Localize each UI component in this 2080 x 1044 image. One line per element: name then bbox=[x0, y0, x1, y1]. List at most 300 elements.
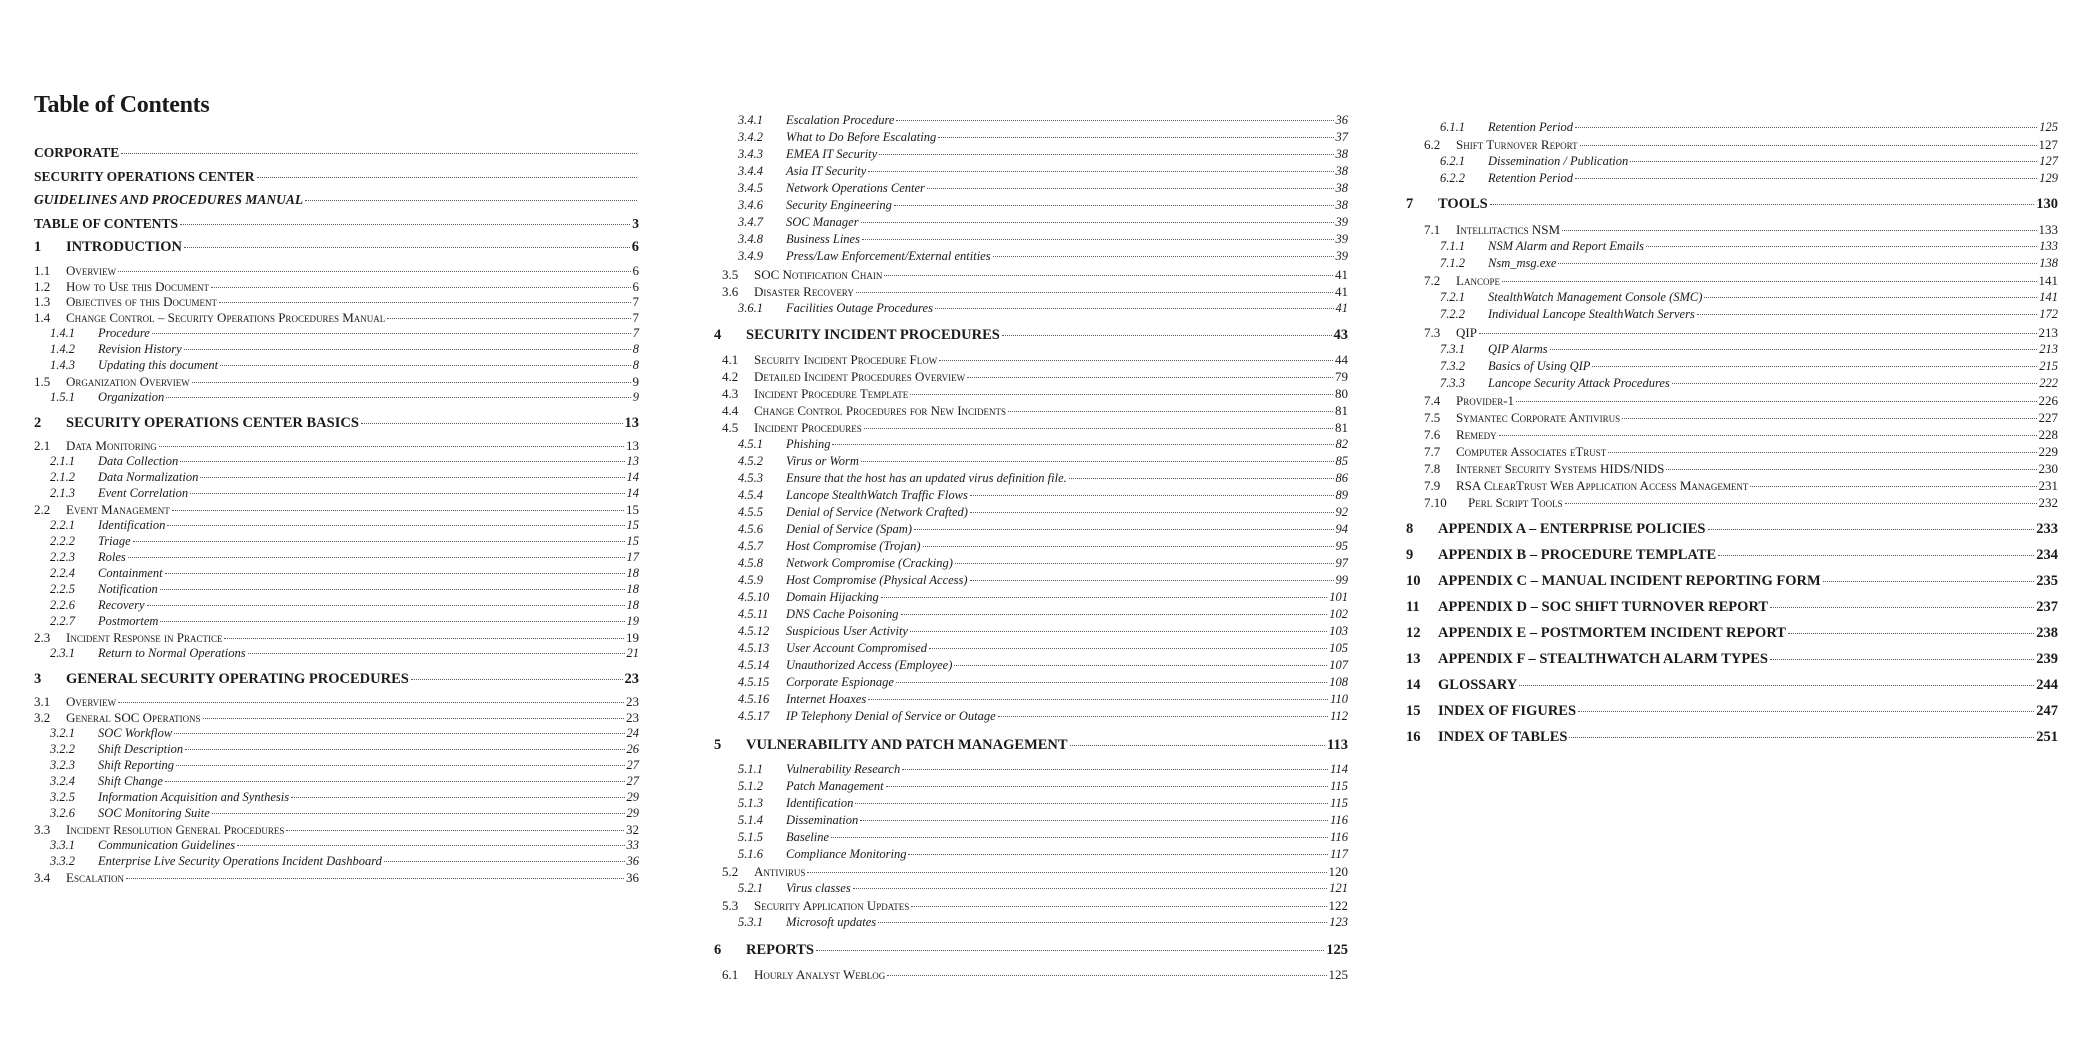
toc-entry-title: SOC Notification Chain bbox=[754, 267, 883, 282]
toc-entry[interactable] bbox=[1400, 155, 2058, 168]
toc-entry[interactable] bbox=[714, 659, 1348, 672]
toc-entry-number: 4.5.8 bbox=[738, 556, 763, 570]
toc-entry[interactable] bbox=[714, 780, 1348, 793]
dot-leader bbox=[970, 580, 1334, 581]
toc-entry-page: 27 bbox=[626, 758, 639, 772]
toc-entry[interactable] bbox=[34, 871, 639, 884]
toc-entry[interactable] bbox=[714, 642, 1348, 655]
toc-entry-number: 7.2.2 bbox=[1440, 307, 1465, 321]
toc-entry[interactable] bbox=[34, 695, 639, 708]
toc-entry-title: NSM Alarm and Report Emails bbox=[1488, 239, 1645, 253]
toc-entry[interactable] bbox=[714, 591, 1348, 604]
dot-leader bbox=[910, 631, 1327, 632]
toc-entry-title: CORPORATE bbox=[34, 145, 120, 160]
toc-entry[interactable] bbox=[34, 280, 639, 293]
toc-entry-title: APPENDIX C – MANUAL INCIDENT REPORTING FORM bbox=[1438, 573, 1821, 589]
toc-entry[interactable] bbox=[34, 791, 639, 804]
toc-entry-title: Provider-1 bbox=[1456, 393, 1515, 408]
dot-leader bbox=[967, 377, 1333, 378]
toc-entry-number: 3.4.6 bbox=[738, 198, 763, 212]
toc-entry-number: 2.2.7 bbox=[50, 614, 75, 628]
toc-entry[interactable] bbox=[714, 968, 1348, 981]
toc-entry[interactable] bbox=[34, 759, 639, 772]
toc-entry[interactable] bbox=[714, 557, 1348, 570]
toc-entry-title: Security Application Updates bbox=[754, 898, 910, 913]
dot-leader bbox=[832, 444, 1333, 445]
toc-entry[interactable] bbox=[1400, 223, 2058, 236]
toc-entry-number: 2.2.3 bbox=[50, 550, 75, 564]
toc-entry[interactable] bbox=[34, 672, 639, 687]
toc-entry-number: 1.2 bbox=[34, 279, 51, 294]
toc-entry[interactable] bbox=[714, 233, 1348, 246]
dot-leader bbox=[1580, 145, 2037, 146]
toc-entry-page: 235 bbox=[2036, 573, 2058, 589]
dot-leader bbox=[954, 665, 1327, 666]
toc-entry[interactable] bbox=[714, 455, 1348, 468]
toc-entry[interactable] bbox=[1400, 343, 2058, 356]
dot-leader bbox=[1788, 633, 2034, 634]
toc-entry[interactable] bbox=[714, 148, 1348, 161]
toc-entry-page: 21 bbox=[626, 646, 639, 660]
toc-entry[interactable] bbox=[1400, 626, 2058, 641]
toc-entry-title: SOC Monitoring Suite bbox=[98, 806, 210, 820]
toc-entry[interactable] bbox=[34, 455, 639, 468]
toc-entry[interactable] bbox=[34, 631, 639, 644]
dot-leader bbox=[165, 781, 625, 782]
toc-entry-number: 5.3 bbox=[722, 898, 739, 913]
toc-entry-page: 6 bbox=[632, 263, 639, 278]
dot-leader bbox=[861, 461, 1334, 462]
toc-entry-title: Virus or Worm bbox=[786, 454, 859, 468]
toc-entry-page: 43 bbox=[1333, 327, 1348, 343]
toc-entry-number: 3.2.5 bbox=[50, 790, 75, 804]
toc-entry-page: 18 bbox=[626, 582, 639, 596]
toc-entry-title: Disaster Recovery bbox=[754, 284, 854, 299]
dot-leader bbox=[1592, 366, 2037, 367]
toc-entry-number: 4.5.15 bbox=[738, 675, 770, 689]
toc-entry-page: 244 bbox=[2036, 677, 2058, 693]
toc-entry[interactable] bbox=[714, 421, 1348, 434]
toc-entry-title: Retention Period bbox=[1488, 120, 1574, 134]
toc-entry-number: 11 bbox=[1406, 599, 1420, 615]
toc-entry[interactable] bbox=[714, 285, 1348, 298]
dot-leader bbox=[1608, 452, 2036, 453]
dot-leader bbox=[147, 605, 625, 606]
toc-entry[interactable] bbox=[714, 738, 1348, 753]
toc-entry[interactable] bbox=[1400, 291, 2058, 304]
toc-entry[interactable] bbox=[34, 217, 639, 231]
toc-entry[interactable] bbox=[34, 416, 639, 431]
toc-entry-number: 4.5.10 bbox=[738, 590, 770, 604]
toc-entry-number: 7.1.1 bbox=[1440, 239, 1465, 253]
toc-entry-title: Data Collection bbox=[98, 454, 179, 468]
dot-leader bbox=[1672, 383, 2037, 384]
toc-entry-page: 23 bbox=[626, 710, 639, 725]
toc-entry-number: 16 bbox=[1406, 729, 1421, 745]
toc-entry-title: SECURITY OPERATIONS CENTER bbox=[34, 169, 255, 184]
dot-leader bbox=[1666, 469, 2036, 470]
toc-entry-number: 3.3.2 bbox=[50, 854, 75, 868]
dot-leader bbox=[884, 275, 1333, 276]
toc-entry-number: 3.4.3 bbox=[738, 147, 763, 161]
toc-entry[interactable] bbox=[1400, 428, 2058, 441]
toc-entry-page: 23 bbox=[626, 694, 639, 709]
toc-entry[interactable] bbox=[34, 727, 639, 740]
toc-entry-number: 3.3 bbox=[34, 822, 51, 837]
dot-leader bbox=[902, 769, 1328, 770]
dot-leader bbox=[938, 137, 1333, 138]
toc-entry[interactable] bbox=[714, 943, 1348, 958]
toc-entry-title: Incident Response in Practice bbox=[66, 630, 223, 645]
dot-leader bbox=[1697, 314, 2037, 315]
toc-entry[interactable] bbox=[714, 814, 1348, 827]
dot-leader bbox=[881, 597, 1328, 598]
toc-entry[interactable] bbox=[714, 693, 1348, 706]
toc-entry[interactable] bbox=[34, 535, 639, 548]
toc-entry-page: 133 bbox=[2038, 222, 2058, 237]
toc-entry[interactable] bbox=[34, 193, 639, 207]
toc-entry-title: Denial of Service (Spam) bbox=[786, 522, 913, 536]
toc-entry[interactable] bbox=[34, 327, 639, 340]
toc-entry-title: Basics of Using QIP bbox=[1488, 359, 1591, 373]
toc-entry-number: 7.4 bbox=[1424, 393, 1441, 408]
toc-entry-page: 36 bbox=[626, 870, 639, 885]
dot-leader bbox=[219, 302, 630, 303]
toc-entry-number: 3.2.4 bbox=[50, 774, 75, 788]
dot-leader bbox=[1002, 335, 1332, 336]
toc-entry[interactable] bbox=[714, 882, 1348, 895]
toc-entry-page: 38 bbox=[1335, 164, 1348, 178]
toc-entry[interactable] bbox=[714, 916, 1348, 929]
dot-leader bbox=[856, 292, 1333, 293]
dot-leader bbox=[1718, 555, 2034, 556]
toc-entry-title: Compliance Monitoring bbox=[786, 847, 907, 861]
toc-entry-number: 4.5.11 bbox=[738, 607, 769, 621]
toc-entry[interactable] bbox=[34, 743, 639, 756]
dot-leader bbox=[896, 682, 1327, 683]
toc-entry[interactable] bbox=[34, 839, 639, 852]
toc-entry-title: Denial of Service (Network Crafted) bbox=[786, 505, 968, 519]
toc-entry[interactable] bbox=[34, 170, 639, 184]
toc-entry-page: 38 bbox=[1335, 147, 1348, 161]
toc-entry[interactable] bbox=[714, 763, 1348, 776]
toc-entry-page: 8 bbox=[632, 342, 639, 356]
toc-entry[interactable] bbox=[34, 487, 639, 500]
toc-entry-number: 1.4.3 bbox=[50, 358, 75, 372]
toc-entry[interactable] bbox=[1400, 496, 2058, 509]
toc-entry[interactable] bbox=[714, 199, 1348, 212]
toc-entry[interactable] bbox=[1400, 257, 2058, 270]
toc-entry-number: 3.5 bbox=[722, 267, 739, 282]
toc-entry-page: 41 bbox=[1335, 284, 1348, 299]
dot-leader bbox=[970, 512, 1334, 513]
toc-entry-page: 6 bbox=[632, 279, 639, 294]
toc-entry-number: 4.5.12 bbox=[738, 624, 770, 638]
toc-entry-number: 8 bbox=[1406, 521, 1414, 537]
toc-entry[interactable] bbox=[1400, 522, 2058, 537]
dot-leader bbox=[998, 716, 1328, 717]
toc-entry[interactable] bbox=[714, 268, 1348, 281]
toc-entry[interactable] bbox=[1400, 704, 2058, 719]
dot-leader bbox=[1770, 607, 2034, 608]
dot-leader bbox=[1750, 486, 2036, 487]
toc-entry[interactable] bbox=[1400, 730, 2058, 745]
toc-entry-title: Data Monitoring bbox=[66, 438, 157, 453]
toc-entry[interactable] bbox=[1400, 121, 2058, 134]
dot-leader bbox=[1562, 230, 2036, 231]
toc-entry-number: 4.3 bbox=[722, 386, 739, 401]
toc-entry-title: Security Incident Procedure Flow bbox=[754, 352, 938, 367]
toc-entry-page: 114 bbox=[1330, 762, 1348, 776]
toc-entry[interactable] bbox=[1400, 652, 2058, 667]
toc-entry[interactable] bbox=[1400, 462, 2058, 475]
toc-entry-title: Communication Guidelines bbox=[98, 838, 236, 852]
toc-entry[interactable] bbox=[714, 114, 1348, 127]
toc-entry-number: 1 bbox=[34, 239, 42, 255]
dot-leader bbox=[1704, 297, 2037, 298]
toc-entry-number: 4.5.4 bbox=[738, 488, 763, 502]
toc-entry-number: 1.4.1 bbox=[50, 326, 75, 340]
toc-entry-page: 86 bbox=[1335, 471, 1348, 485]
toc-entry-number: 6.2.2 bbox=[1440, 171, 1465, 185]
toc-entry[interactable] bbox=[34, 240, 639, 255]
toc-entry-number: 12 bbox=[1406, 625, 1421, 641]
dot-leader bbox=[286, 830, 624, 831]
toc-entry-number: 4.5.13 bbox=[738, 641, 770, 655]
toc-entry-number: 2 bbox=[34, 415, 42, 431]
toc-entry[interactable] bbox=[34, 567, 639, 580]
toc-entry[interactable] bbox=[714, 370, 1348, 383]
toc-entry[interactable] bbox=[34, 311, 639, 324]
toc-entry-page: 215 bbox=[2039, 359, 2058, 373]
dot-leader bbox=[894, 205, 1334, 206]
toc-entry-title: TOOLS bbox=[1438, 196, 1488, 212]
toc-entry[interactable] bbox=[714, 710, 1348, 723]
toc-entry[interactable] bbox=[34, 439, 639, 452]
toc-entry-title: User Account Compromised bbox=[786, 641, 927, 655]
toc-entry-number: 3.4 bbox=[34, 870, 51, 885]
toc-entry[interactable] bbox=[714, 165, 1348, 178]
dot-leader bbox=[180, 461, 624, 462]
toc-entry-number: 2.3.1 bbox=[50, 646, 75, 660]
toc-entry-title: Shift Reporting bbox=[98, 758, 175, 772]
toc-entry[interactable] bbox=[34, 775, 639, 788]
toc-entry[interactable] bbox=[714, 387, 1348, 400]
toc-entry-page: 116 bbox=[1330, 813, 1348, 827]
toc-entry-number: 1.5.1 bbox=[50, 390, 75, 404]
toc-entry[interactable] bbox=[714, 438, 1348, 451]
toc-entry[interactable] bbox=[34, 146, 639, 160]
toc-entry[interactable] bbox=[714, 404, 1348, 417]
toc-entry[interactable] bbox=[714, 353, 1348, 366]
toc-entry[interactable] bbox=[34, 471, 639, 484]
toc-entry-number: 15 bbox=[1406, 703, 1421, 719]
toc-entry-title: Network Operations Center bbox=[786, 181, 925, 195]
toc-entry[interactable] bbox=[34, 615, 639, 628]
toc-entry[interactable] bbox=[714, 625, 1348, 638]
toc-entry-page: 15 bbox=[626, 534, 639, 548]
toc-entry-number: 1.3 bbox=[34, 294, 51, 309]
toc-entry[interactable] bbox=[34, 551, 639, 564]
toc-entry[interactable] bbox=[1400, 411, 2058, 424]
toc-entry-title: Roles bbox=[98, 550, 126, 564]
toc-entry[interactable] bbox=[714, 131, 1348, 144]
toc-entry-number: 4.5.2 bbox=[738, 454, 763, 468]
toc-entry[interactable] bbox=[34, 807, 639, 820]
toc-entry[interactable] bbox=[34, 343, 639, 356]
toc-entry-page: 33 bbox=[626, 838, 639, 852]
toc-entry-page: 9 bbox=[632, 374, 639, 389]
dot-leader bbox=[192, 382, 631, 383]
toc-entry[interactable] bbox=[714, 899, 1348, 912]
dot-leader bbox=[248, 653, 625, 654]
dot-leader bbox=[159, 446, 624, 447]
dot-leader bbox=[929, 648, 1327, 649]
toc-entry[interactable] bbox=[34, 519, 639, 532]
toc-entry-page: 9 bbox=[632, 390, 639, 404]
dot-leader bbox=[185, 749, 624, 750]
toc-entry-page: 89 bbox=[1335, 488, 1348, 502]
toc-entry-title: Network Compromise (Cracking) bbox=[786, 556, 953, 570]
toc-entry-page: 234 bbox=[2036, 547, 2058, 563]
toc-entry-page: 27 bbox=[626, 774, 639, 788]
toc-entry-title: SOC Workflow bbox=[98, 726, 173, 740]
toc-entry[interactable] bbox=[714, 865, 1348, 878]
toc-entry[interactable] bbox=[34, 647, 639, 660]
toc-entry[interactable] bbox=[34, 711, 639, 724]
toc-entry[interactable] bbox=[714, 489, 1348, 502]
toc-entry-title: Nsm_msg.exe bbox=[1488, 256, 1557, 270]
dot-leader bbox=[1575, 178, 2037, 179]
toc-entry-page: 121 bbox=[1329, 881, 1348, 895]
toc-entry-title: Suspicious User Activity bbox=[786, 624, 908, 638]
toc-entry[interactable] bbox=[1400, 600, 2058, 615]
toc-entry-number: 4.2 bbox=[722, 369, 739, 384]
toc-entry[interactable] bbox=[34, 359, 639, 372]
toc-entry-title: Lancope StealthWatch Traffic Flows bbox=[786, 488, 968, 502]
toc-entry[interactable] bbox=[714, 608, 1348, 621]
toc-entry[interactable] bbox=[714, 250, 1348, 263]
toc-entry-number: 7.5 bbox=[1424, 410, 1441, 425]
toc-entry[interactable] bbox=[1400, 308, 2058, 321]
toc-entry-number: 6.2.1 bbox=[1440, 154, 1465, 168]
toc-entry[interactable] bbox=[1400, 138, 2058, 151]
toc-entry-title: Triage bbox=[98, 534, 131, 548]
toc-entry[interactable] bbox=[714, 831, 1348, 844]
toc-entry-title: Perl Script Tools bbox=[1468, 495, 1563, 510]
dot-leader bbox=[118, 271, 630, 272]
toc-entry[interactable] bbox=[34, 375, 639, 388]
toc-entry[interactable] bbox=[714, 472, 1348, 485]
toc-entry[interactable] bbox=[714, 574, 1348, 587]
toc-entry[interactable] bbox=[34, 264, 639, 277]
toc-entry[interactable] bbox=[1400, 172, 2058, 185]
toc-entry-page: 127 bbox=[2039, 154, 2058, 168]
toc-entry-number: 6.1 bbox=[722, 967, 739, 982]
toc-entry-number: 2.1.2 bbox=[50, 470, 75, 484]
toc-entry-page: 237 bbox=[2036, 599, 2058, 615]
toc-entry-number: 2.2.4 bbox=[50, 566, 75, 580]
toc-entry-title: Overview bbox=[66, 263, 117, 278]
toc-entry[interactable] bbox=[714, 302, 1348, 315]
toc-entry[interactable] bbox=[34, 391, 639, 404]
toc-entry[interactable] bbox=[714, 328, 1348, 343]
toc-entry-page: 82 bbox=[1335, 437, 1348, 451]
dot-leader bbox=[935, 308, 1334, 309]
toc-entry[interactable] bbox=[714, 540, 1348, 553]
toc-entry-page: 41 bbox=[1335, 267, 1348, 282]
toc-entry-number: 1.4.2 bbox=[50, 342, 75, 356]
toc-entry[interactable] bbox=[1400, 377, 2058, 390]
toc-entry-page: 125 bbox=[2039, 120, 2058, 134]
toc-entry-page: 238 bbox=[2036, 625, 2058, 641]
toc-entry-number: 5.1.5 bbox=[738, 830, 763, 844]
dot-leader bbox=[1550, 349, 2038, 350]
toc-entry-number: 7.9 bbox=[1424, 478, 1441, 493]
toc-entry[interactable] bbox=[1400, 574, 2058, 589]
toc-entry-number: 4 bbox=[714, 327, 722, 343]
toc-entry-page: 3 bbox=[632, 216, 639, 231]
toc-entry[interactable] bbox=[714, 676, 1348, 689]
toc-entry-page: 101 bbox=[1329, 590, 1348, 604]
toc-entry[interactable] bbox=[714, 182, 1348, 195]
toc-entry[interactable] bbox=[1400, 678, 2058, 693]
toc-entry[interactable] bbox=[34, 295, 639, 308]
dot-leader bbox=[1069, 478, 1334, 479]
toc-entry-number: 3.4.7 bbox=[738, 215, 763, 229]
dot-leader bbox=[1519, 685, 2034, 686]
toc-entry[interactable] bbox=[714, 797, 1348, 810]
toc-entry[interactable] bbox=[34, 583, 639, 596]
toc-entry[interactable] bbox=[1400, 274, 2058, 287]
toc-entry-title: Dissemination / Publication bbox=[1488, 154, 1629, 168]
toc-entry[interactable] bbox=[714, 523, 1348, 536]
toc-entry[interactable] bbox=[714, 216, 1348, 229]
toc-entry[interactable] bbox=[714, 848, 1348, 861]
toc-entry[interactable] bbox=[1400, 445, 2058, 458]
toc-entry[interactable] bbox=[1400, 548, 2058, 563]
toc-entry[interactable] bbox=[1400, 394, 2058, 407]
toc-entry[interactable] bbox=[1400, 479, 2058, 492]
dot-leader bbox=[911, 906, 1326, 907]
toc-entry[interactable] bbox=[1400, 197, 2058, 212]
toc-entry-title: APPENDIX D – SOC SHIFT TURNOVER REPORT bbox=[1438, 599, 1769, 615]
toc-entry-title: Phishing bbox=[786, 437, 831, 451]
toc-entry-number: 4.5.5 bbox=[738, 505, 763, 519]
toc-entry-page: 13 bbox=[624, 415, 639, 431]
dot-leader bbox=[887, 975, 1326, 976]
toc-entry[interactable] bbox=[34, 855, 639, 868]
toc-entry[interactable] bbox=[34, 599, 639, 612]
toc-entry[interactable] bbox=[1400, 360, 2058, 373]
toc-entry[interactable] bbox=[34, 503, 639, 516]
toc-entry[interactable] bbox=[1400, 240, 2058, 253]
toc-entry[interactable] bbox=[1400, 326, 2058, 339]
toc-entry-number: 4.5.7 bbox=[738, 539, 763, 553]
toc-entry-number: 2.2.5 bbox=[50, 582, 75, 596]
toc-entry-page: 123 bbox=[1329, 915, 1348, 929]
toc-entry-title: Individual Lancope StealthWatch Servers bbox=[1488, 307, 1695, 321]
toc-entry-title: RSA ClearTrust Web Application Access Management bbox=[1456, 478, 1749, 493]
toc-entry[interactable] bbox=[714, 506, 1348, 519]
toc-entry-page: 129 bbox=[2039, 171, 2058, 185]
toc-entry-number: 2.1 bbox=[34, 438, 51, 453]
toc-entry[interactable] bbox=[34, 823, 639, 836]
toc-entry-number: 7.1 bbox=[1424, 222, 1441, 237]
toc-entry-title: Organization Overview bbox=[66, 374, 190, 389]
toc-entry-title: Retention Period bbox=[1488, 171, 1574, 185]
toc-entry-title: Updating this document bbox=[98, 358, 219, 372]
